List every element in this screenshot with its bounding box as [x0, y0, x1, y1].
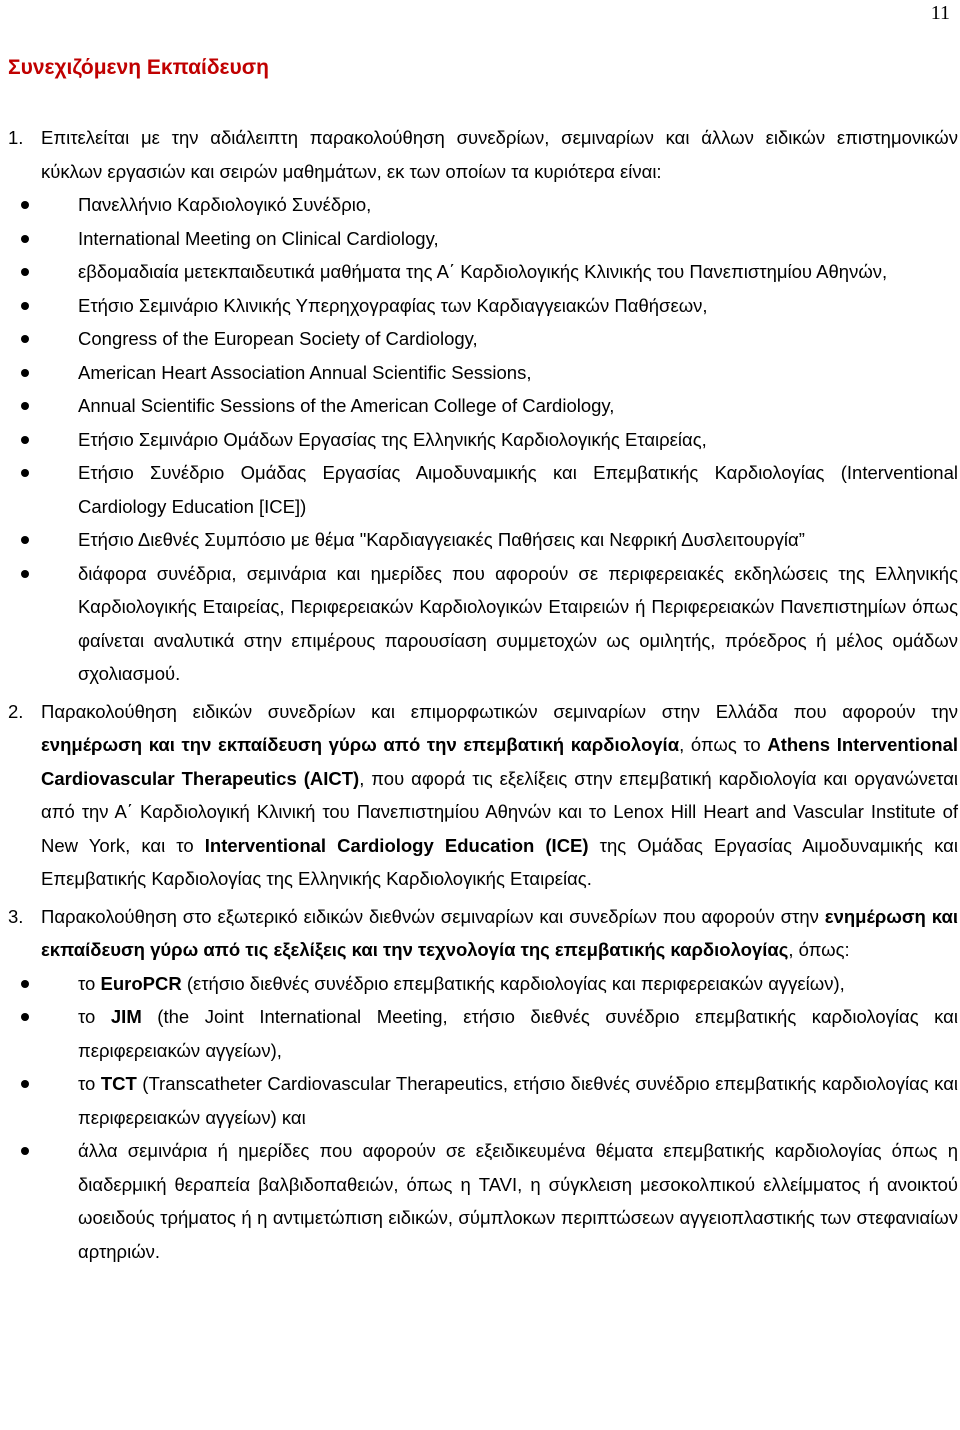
numbered-item-1	[8, 121, 958, 188]
emphasis-text: Athens Interventional Cardiovascular Therapeutics (AICT)	[41, 734, 958, 789]
bullet-icon	[21, 335, 29, 343]
document-body	[8, 121, 958, 1268]
list-item: άλλα σεμινάρια ή ημερίδες που αφορούν σε εξειδικευμένα θέματα επεμβατικής καρδιολογίας όπως η διαδερμική θεραπεία βαλβιδοπαθειών, όπως η TAVI, η σύγκλειση μεσοκολπικού ελλείμματος ή ανοικτού ωοειδούς τρήματος ή η αντιμετώπιση ειδικών, σύμπλοκων περιπτώσεων αγγειοπλαστικής των στεφανιαίων αρτηριών.	[8, 1134, 958, 1268]
list-item: Annual Scientific Sessions of the American College of Cardiology,	[8, 389, 958, 423]
list-item: το TCT (Transcatheter Cardiovascular Therapeutics, ετήσιο διεθνές συνέδριο επεμβατικής καρδιολογίας και περιφερειακών αγγείων) και	[8, 1067, 958, 1134]
emphasis-text: Interventional Cardiology Education (ICE)	[204, 834, 589, 856]
bullet-icon	[21, 1080, 29, 1088]
list-item: Ετήσιο Συνέδριο Ομάδας Εργασίας Αιμοδυναμικής και Επεμβατικής Καρδιολογίας (Interventional Cardiology Education [ICE])	[8, 456, 958, 523]
item-number: 3.	[8, 905, 24, 927]
page-number: 11	[930, 2, 950, 24]
emphasis-text: ενημέρωση και την εκπαίδευση γύρω από την επεμβατική καρδιολογία	[41, 734, 680, 755]
bullet-icon	[21, 536, 29, 544]
list-item: διάφορα συνέδρια, σεμινάρια και ημερίδες που αφορούν σε περιφερειακές εκδηλώσεις της Ελληνικής Καρδιολογικής Εταιρείας, Περιφερειακών Καρδιολογικών Εταιρειών ή Περιφερειακών Πανεπιστημίων όπως φαίνεται αναλυτικά στην επιμέρους παρουσίαση συμμετοχών ως ομιλητής, πρόεδρος ή μέλος ομάδων σχολιασμού.	[8, 557, 958, 691]
bullet-icon	[21, 302, 29, 310]
list-item: American Heart Association Annual Scientific Sessions,	[8, 356, 958, 390]
bullet-icon	[21, 469, 29, 477]
bullet-icon	[21, 402, 29, 410]
section-title: Συνεχιζόμενη Εκπαίδευση	[8, 56, 269, 79]
list-item: Ετήσιο Διεθνές Συμπόσιο με θέμα "Καρδιαγγειακές Παθήσεις και Νεφρική Δυσλειτουργία”	[8, 523, 958, 557]
numbered-item-3: 3. Παρακολούθηση στο εξωτερικό ειδικών διεθνών σεμιναρίων και συνεδρίων που αφορούν στην ενημέρωση και εκπαίδευση γύρω από τις εξελίξεις και την τεχνολογία της επεμβατικής καρδιολογίας, όπως:	[8, 900, 958, 967]
list-item: Ετήσιο Σεμινάριο Ομάδων Εργασίας της Ελληνικής Καρδιολογικής Εταιρείας,	[8, 423, 958, 457]
list-item: Ετήσιο Σεμινάριο Κλινικής Υπερηχογραφίας των Καρδιαγγειακών Παθήσεων,	[8, 289, 958, 323]
list-item: Πανελλήνιο Καρδιολογικό Συνέδριο,	[8, 188, 958, 222]
list-item: το JIM (the Joint International Meeting, ετήσιο διεθνές συνέδριο επεμβατικής καρδιολογίας και περιφερειακών αγγείων),	[8, 1000, 958, 1067]
bullet-icon	[21, 436, 29, 444]
item-number: 1.	[8, 127, 24, 148]
list-item: το EuroPCR (ετήσιο διεθνές συνέδριο επεμβατικής καρδιολογίας και περιφερειακών αγγείων),	[8, 967, 958, 1001]
bullet-icon	[21, 201, 29, 209]
bullet-list-1	[8, 188, 958, 691]
bullet-icon	[21, 570, 29, 578]
bullet-list-3	[8, 967, 958, 1269]
bullet-icon	[21, 369, 29, 377]
bullet-icon	[21, 235, 29, 243]
bullet-icon	[21, 268, 29, 276]
emphasis-text: ενημέρωση και εκπαίδευση γύρω από τις εξελίξεις και την τεχνολογία της επεμβατικής καρδιολογίας	[41, 905, 958, 960]
bullet-icon	[21, 1147, 29, 1155]
bullet-icon	[21, 980, 29, 988]
bullet-icon	[21, 1013, 29, 1021]
list-item: Congress of the European Society of Cardiology,	[8, 322, 958, 356]
item-intro: Επιτελείται με την αδιάλειπτη παρακολούθηση συνεδρίων, σεμιναρίων και άλλων ειδικών επιστημονικών κύκλων εργασιών και σειρών μαθημάτων, εκ των οποίων τα κυριότερα είναι:	[41, 127, 958, 182]
numbered-item-2: 2. Παρακολούθηση ειδικών συνεδρίων και επιμορφωτικών σεμιναρίων στην Ελλάδα που αφορούν την ενημέρωση και την εκπαίδευση γύρω από την επεμβατική καρδιολογία, όπως το Athens Interventional Cardiovascular Therapeutics (AICT), που αφορά τις εξελίξεις στην επεμβατική καρδιολογία και οργανώνεται από την Α΄ Καρδιολογική Κλινική του Πανεπιστημίου Αθηνών και το Lenox Hill Heart and Vascular Institute of New York, και το Interventional Cardiology Education (ICE) της Ομάδας Εργασίας Αιμοδυναμικής και Επεμβατικής Καρδιολογίας της Ελληνικής Καρδιολογικής Εταιρείας.	[8, 695, 958, 896]
item-number: 2.	[8, 700, 24, 722]
list-item: International Meeting on Clinical Cardiology,	[8, 222, 958, 256]
list-item: εβδομαδιαία μετεκπαιδευτικά μαθήματα της Α΄ Καρδιολογικής Κλινικής του Πανεπιστημίου Αθηνών,	[8, 255, 958, 289]
